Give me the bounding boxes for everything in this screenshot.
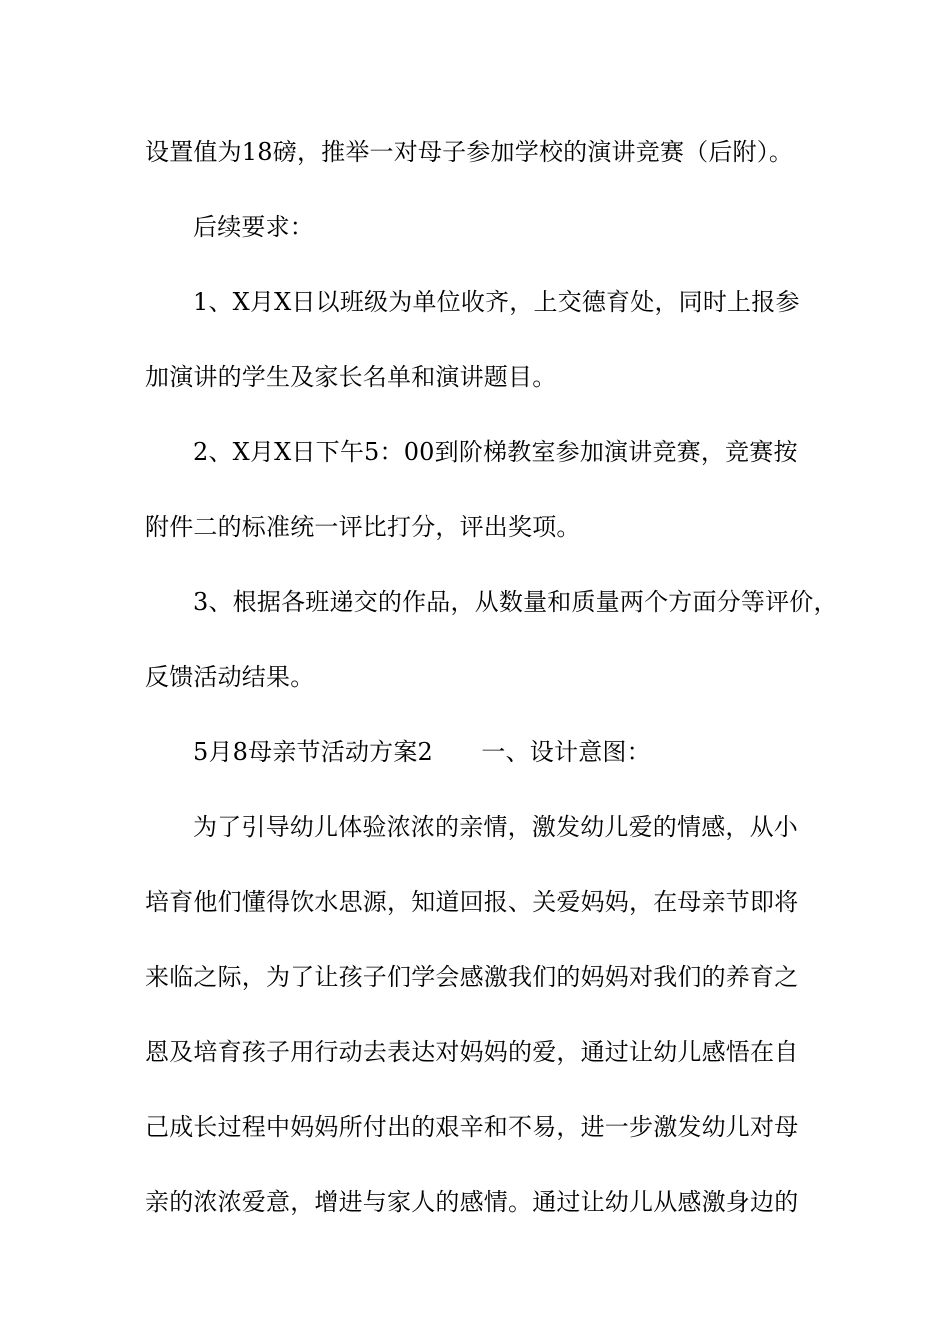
text-line: 反馈活动结果。	[145, 663, 315, 691]
list-item: 3、根据各班递交的作品，从数量和质量两个方面分等评价，	[193, 588, 838, 616]
text-line: 加演讲的学生及家长名单和演讲题目。	[145, 363, 557, 391]
paragraph-line: 亲的浓浓爱意，增进与家人的感情。通过让幼儿从感激身边的	[145, 1188, 799, 1216]
paragraph-line: 恩及培育孩子用行动去表达对妈妈的爱，通过让幼儿感悟在自	[145, 1038, 799, 1066]
paragraph-line: 来临之际，为了让孩子们学会感激我们的妈妈对我们的养育之	[145, 963, 799, 991]
section-heading: 后续要求：	[193, 213, 314, 241]
list-item: 1、X月X日以班级为单位收齐，上交德育处，同时上报参	[193, 288, 800, 316]
paragraph-line: 为了引导幼儿体验浓浓的亲情，激发幼儿爱的情感，从小	[193, 813, 798, 841]
paragraph-line: 己成长过程中妈妈所付出的艰辛和不易，进一步激发幼儿对母	[145, 1113, 799, 1141]
text-line: 附件二的标准统一评比打分，评出奖项。	[145, 513, 581, 541]
paragraph-line: 培育他们懂得饮水思源，知道回报、关爱妈妈，在母亲节即将	[145, 888, 799, 916]
section-heading: 5月8母亲节活动方案2 一、设计意图：	[193, 738, 651, 766]
text-line: 设置值为18磅，推举一对母子参加学校的演讲竞赛（后附）。	[145, 138, 794, 166]
list-item: 2、X月X日下午5：00到阶梯教室参加演讲竞赛，竞赛按	[193, 438, 798, 466]
